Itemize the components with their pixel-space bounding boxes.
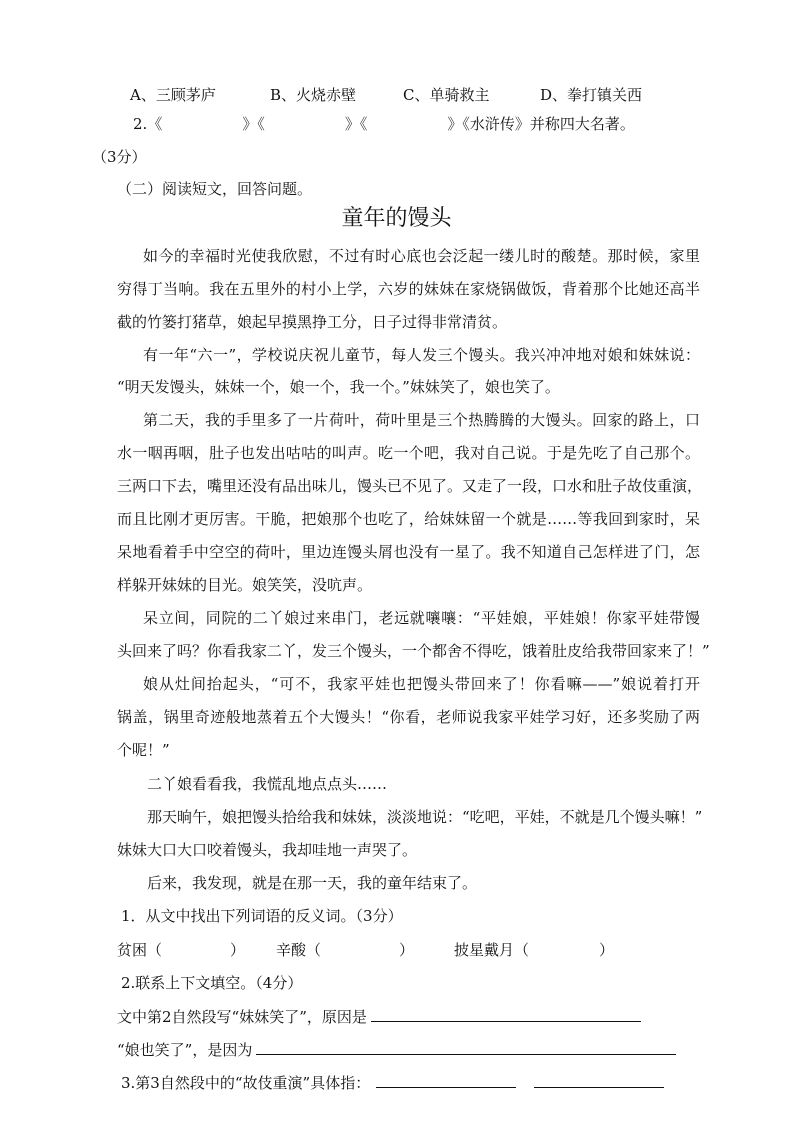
antonym-word-3: 披星戴月（	[454, 941, 530, 959]
passage-line: 呆地看着手中空空的荷叶，里边连馒头屑也没有一星了。我不知道自己怎样进了门，怎	[117, 543, 700, 561]
option-d: D、拳打镇关西	[540, 86, 643, 104]
question-fill: 2.联系上下文填空。（4分）	[121, 974, 303, 992]
antonym-close-2: ）	[399, 941, 415, 959]
passage-line: 有一年“六一”，学校说庆祝儿童节，每人发三个馒头。我兴冲冲地对娘和妹妹说：	[143, 346, 700, 364]
passage-line: 第二天，我的手里多了一片荷叶，荷叶里是三个热腾腾的大馒头。回家的路上，口	[143, 411, 700, 429]
passage-line: 三两口下去，嘴里还没有品出味儿，馒头已不见了。又走了一段，口水和肚子故伎重演，	[117, 477, 703, 495]
passage-line: 娘从灶间抬起头，“可不，我家平娃也把馒头带回来了！你看嘛——”娘说着打开	[143, 675, 700, 693]
fill-prompt-1: 文中第2自然段写“妹妹笑了”，原因是	[117, 1008, 367, 1026]
option-b: B、火烧赤壁	[270, 86, 357, 104]
question-2-number: 2.	[133, 115, 148, 133]
passage-line: 头回来了吗？你看我家二丫，发三个馒头，一个都舍不得吃，饿着肚皮给我带回家来了！”	[117, 642, 710, 660]
antonym-item-2	[276, 940, 414, 960]
antonym-item-1	[117, 940, 245, 960]
passage-line: 而且比刚才更厉害。干脆，把娘那个也吃了，给妹妹留一个就是……等我回到家时，呆	[117, 510, 700, 528]
passage-line: 如今的幸福时光使我欣慰，不过有时心底也会泛起一缕儿时的酸楚。那时候，家里	[143, 247, 700, 265]
question-2-bracket-1: 《	[147, 115, 163, 133]
passage-line: 穷得丁当响。我在五里外的村小上学，六岁的妹妹在家烧锅做饭，背着那个比她还高半	[117, 280, 700, 298]
fill-line-2	[117, 1040, 676, 1060]
passage-line: 二丫娘看看我，我慌乱地点点头……	[147, 775, 388, 793]
passage-line: 后来，我发现，就是在那一天，我的童年结束了。	[147, 874, 478, 892]
passage-line: 样躲开妹妹的目光。娘笑笑，没吭声。	[117, 576, 373, 594]
question-2-line	[133, 114, 635, 134]
option-a: A、三顾茅庐	[130, 86, 216, 104]
passage-line: 妹妹大口大口咬着馒头，我却哇地一声哭了。	[117, 841, 418, 859]
question-2-score: （3分）	[92, 148, 147, 166]
passage-line: 呆立间，同院的二丫娘过来串门，老远就嚷嚷：“平娃娘，平娃娘！你家平娃带馒	[143, 609, 700, 627]
passage-line: 截的竹篓打猪草，娘起早摸黑挣工分，日子过得非常清贫。	[117, 313, 508, 331]
antonym-item-3	[454, 940, 614, 960]
passage-line: 水一咽再咽，肚子也发出咕咕的叫声。吃一个吧，我对自己说。于是先吃了自己那个。	[117, 444, 700, 462]
question-2-bracket-2: 》《	[242, 115, 265, 133]
passage-line: “明天发馒头，妹妹一个，娘一个，我一个。”妹妹笑了，娘也笑了。	[117, 378, 560, 396]
antonym-close-3: ）	[599, 941, 615, 959]
fill-blank-2[interactable]	[256, 1040, 676, 1055]
fill-blank-1[interactable]	[371, 1007, 641, 1022]
option-c: C、单骑救主	[403, 86, 490, 104]
question-2-tail: 》《水浒传》并称四大名著。	[447, 115, 635, 133]
question-2-bracket-3: 》《	[344, 115, 368, 133]
passage-line: 锅盖，锅里奇迹般地蒸着五个大馒头！“你看，老师说我家平娃学习好，还多奖励了两	[117, 708, 700, 726]
question-idiom-line	[121, 1073, 664, 1093]
antonym-word-1: 贫困（	[117, 941, 163, 959]
fill-line-1	[117, 1007, 641, 1027]
idiom-blank-2[interactable]	[534, 1073, 664, 1088]
antonym-word-2: 辛酸（	[276, 941, 322, 959]
passage-line: 那天晌午，娘把馒头拾给我和妹妹，淡淡地说：“吃吧，平娃，不就是几个馒头嘛！”	[147, 808, 703, 826]
question-antonyms: 1．从文中找出下列词语的反义词。（3分）	[121, 907, 403, 925]
question-idiom: 3.第3自然段中的“故伎重演”具体指：	[121, 1074, 371, 1092]
antonym-close-1: ）	[230, 941, 246, 959]
fill-prompt-2: “娘也笑了”，是因为	[117, 1041, 253, 1059]
passage-line: 个呢！”	[117, 741, 170, 759]
section-heading: （二）阅读短文，回答问题。	[117, 180, 313, 198]
passage-title: 童年的馒头	[341, 206, 452, 231]
idiom-blank-1[interactable]	[376, 1073, 516, 1088]
